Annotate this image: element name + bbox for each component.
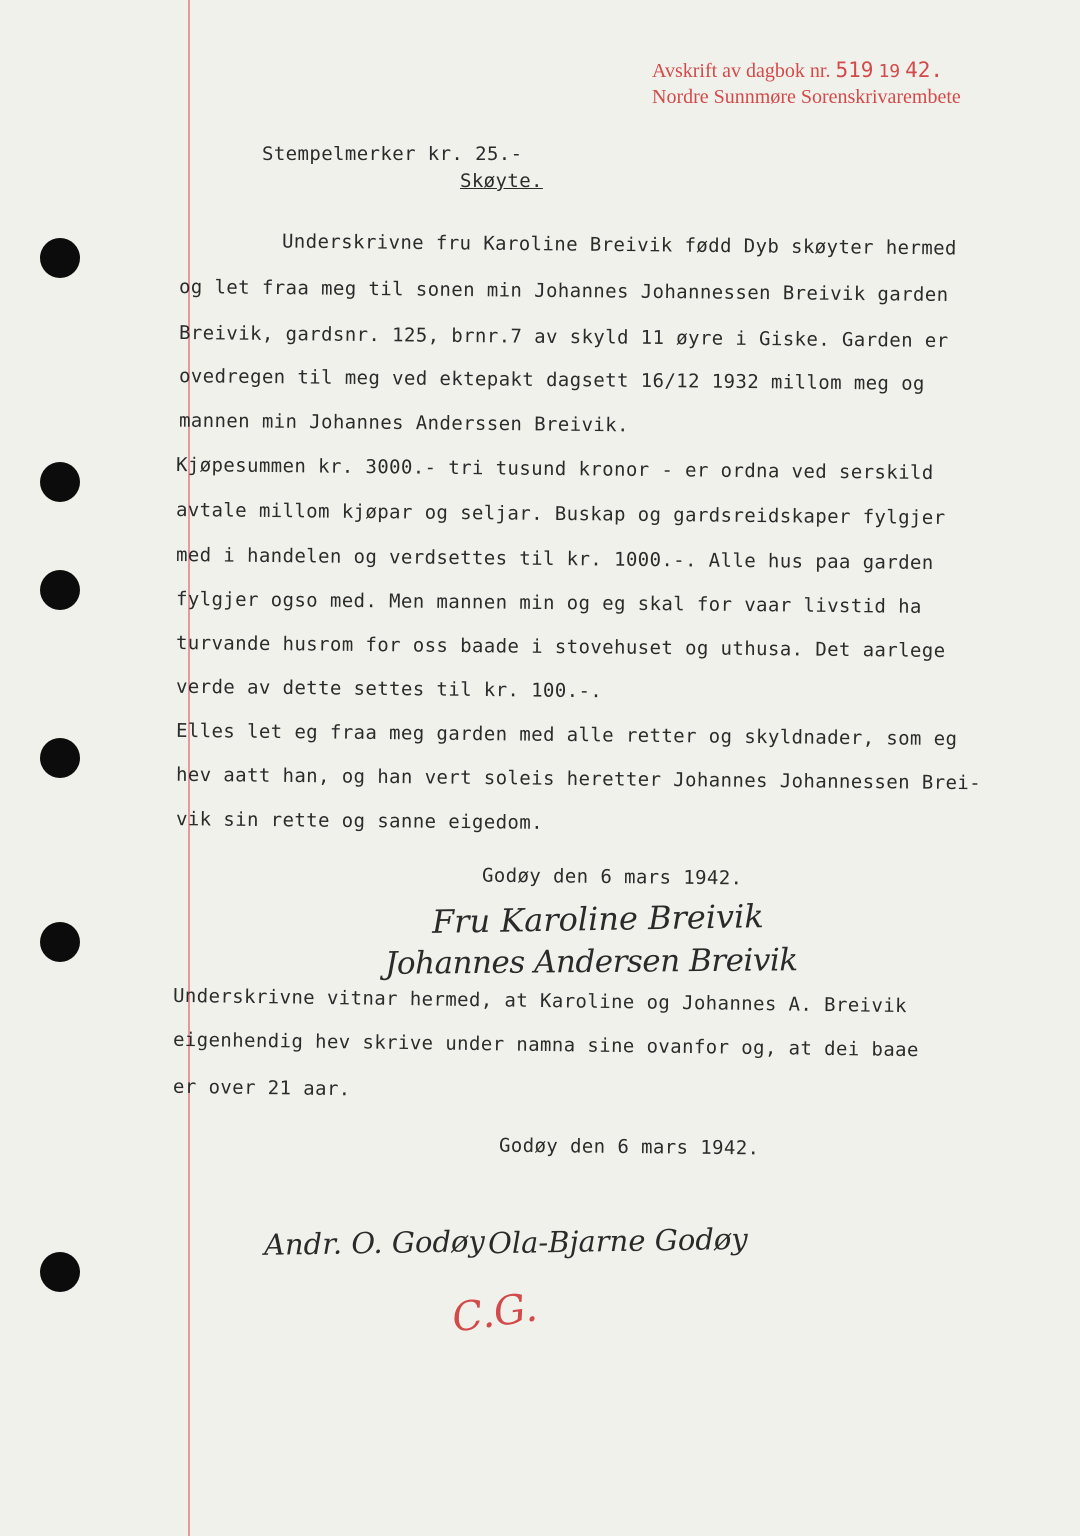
journal-stamp-line1 xyxy=(652,58,943,83)
document-title: Skøyte. xyxy=(460,170,543,192)
witness-signature-2: Ola-Bjarne Godøy xyxy=(487,1221,748,1261)
punch-hole xyxy=(40,238,80,278)
deed-line: verde av dette settes til kr. 100.-. xyxy=(175,675,603,703)
place-date-2: Godøy den 6 mars 1942. xyxy=(498,1134,760,1160)
journal-year-suffix: 42. xyxy=(905,58,944,82)
deed-line: Underskrivne fru Karoline Breivik fødd Dyb skøyter hermed xyxy=(281,230,957,260)
journal-stamp-line2: Nordre Sunnmøre Sorenskrivarembete xyxy=(652,86,961,108)
signature-johannes: Johannes Andersen Breivik xyxy=(384,942,798,982)
place-date-1: Godøy den 6 mars 1942. xyxy=(481,864,743,890)
deed-line: turvande husrom for oss baade i stovehuset og uthusa. Det aarlege xyxy=(175,631,946,663)
deed-line: mannen min Johannes Anderssen Breivik. xyxy=(178,409,629,437)
deed-line: avtale millom kjøpar og seljar. Buskap og gardsreidskaper fylgjer xyxy=(175,498,946,530)
deed-line: fylgjer ogso med. Men mannen min og eg skal for vaar livstid ha xyxy=(175,588,922,618)
witness-signature-1: Andr. O. Godøy xyxy=(263,1224,486,1262)
witness-line: eigenhendig hev skrive under namna sine ovanfor og, at dei baae xyxy=(172,1028,919,1062)
deed-line: Kjøpesummen kr. 3000.- tri tusund kronor - er ordna ved serskild xyxy=(175,454,934,484)
punch-hole xyxy=(40,1252,80,1292)
punch-hole xyxy=(40,462,80,502)
punch-hole xyxy=(40,570,80,610)
deed-line: hev aatt han, og han vert soleis heretter Johannes Johannessen Brei- xyxy=(175,763,982,795)
deed-line: vik sin rette og sanne eigedom. xyxy=(175,808,544,834)
punch-hole xyxy=(40,922,80,962)
deed-line: og let fraa meg til sonen min Johannes Johannessen Breivik garden xyxy=(178,275,949,307)
signature-karoline: Fru Karoline Breivik xyxy=(431,897,765,941)
deed-line: Elles let eg fraa meg garden med alle retter og skyldnader, som eg xyxy=(175,719,958,751)
journal-stamp-label: Avskrift av dagbok nr. xyxy=(652,60,831,82)
witness-line: Underskrivne vitnar hermed, at Karoline og Johannes A. Breivik xyxy=(172,984,908,1018)
journal-year-prefix: 19 xyxy=(878,61,901,82)
witness-line: er over 21 aar. xyxy=(172,1075,351,1101)
deed-line: ovedregen til meg ved ektepakt dagsett 16/12 1932 millom meg og xyxy=(178,365,925,395)
deed-line: Breivik, gardsnr. 125, brnr.7 av skyld 11 øyre i Giske. Garden er xyxy=(178,321,949,353)
punch-hole xyxy=(40,738,80,778)
red-initials: C.G. xyxy=(449,1284,540,1342)
stamp-duty-line: Stempelmerker kr. 25.- xyxy=(262,143,523,165)
journal-entry-number: 519 xyxy=(835,58,874,82)
deed-line: med i handelen og verdsettes til kr. 1000.-. Alle hus paa garden xyxy=(175,544,934,574)
